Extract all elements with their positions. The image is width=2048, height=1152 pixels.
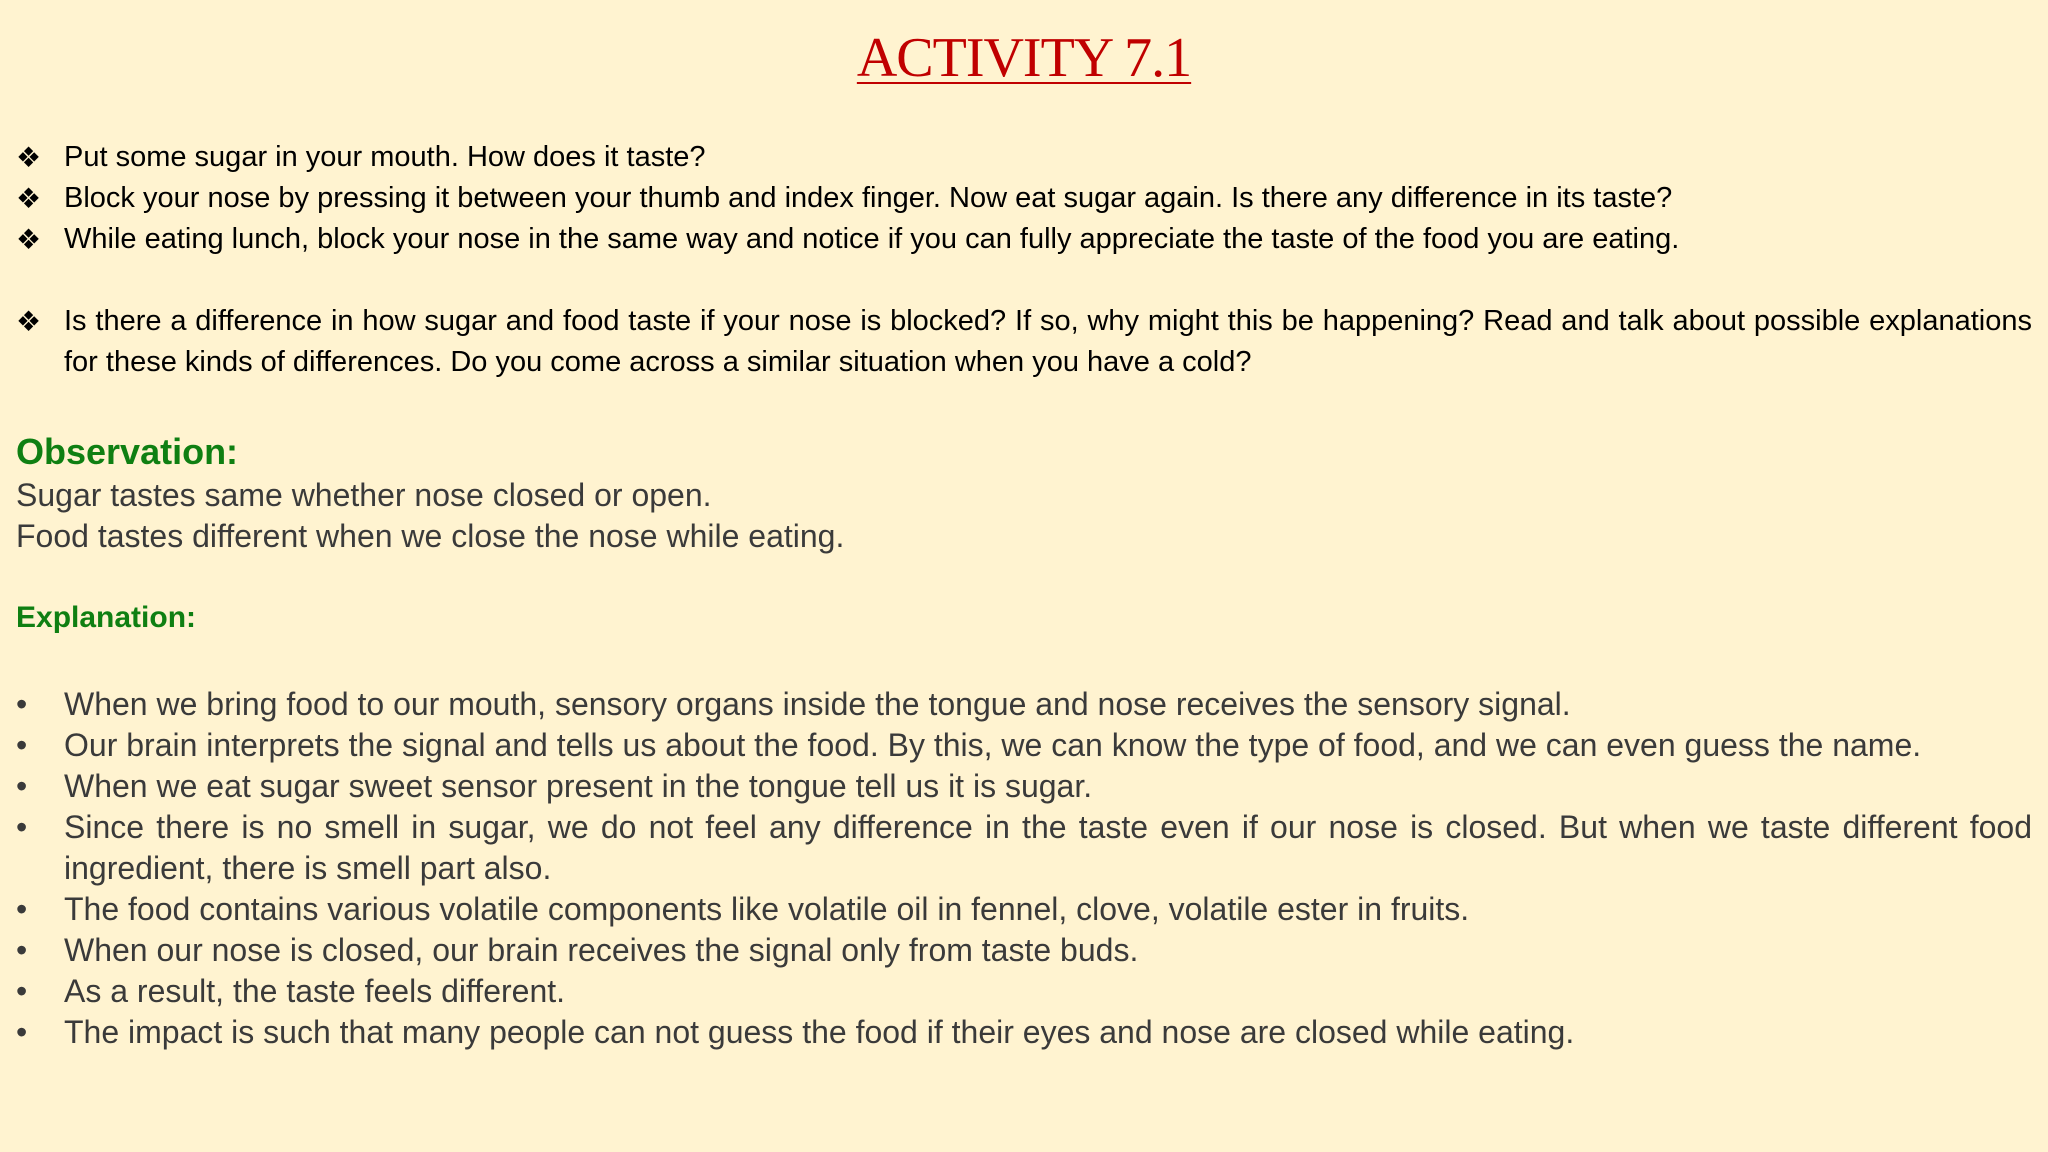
explanation-list — [16, 684, 2032, 1053]
activity-item — [16, 178, 2032, 219]
bullet-dot-icon: • — [16, 973, 28, 1009]
bullet-dot-icon: • — [16, 727, 28, 763]
diamond-bullet-icon: ❖ — [16, 142, 42, 173]
activity-item — [16, 137, 2032, 178]
slide-title: ACTIVITY 7.1 — [856, 27, 1192, 89]
bullet-dot-icon: • — [16, 768, 28, 804]
bullet-dot-icon: • — [16, 686, 28, 722]
explanation-item — [16, 930, 2032, 971]
explanation-item-text: Since there is no smell in sugar, we do not feel any difference in the taste even if our nose is closed. But when we taste different food ingredient, there is smell part also. — [64, 809, 2032, 886]
activity-item — [16, 301, 2032, 383]
activity-list — [16, 137, 2032, 383]
explanation-item — [16, 889, 2032, 930]
bullet-dot-icon: • — [16, 891, 28, 927]
bullet-dot-icon: • — [16, 1014, 28, 1050]
bullet-dot-icon: • — [16, 809, 28, 845]
diamond-bullet-icon: ❖ — [16, 183, 42, 214]
activity-item-text: While eating lunch, block your nose in the same way and notice if you can fully appreciate the taste of the food you are eating. — [64, 223, 1680, 255]
explanation-item-text: When our nose is closed, our brain receives the signal only from taste buds. — [64, 932, 1139, 968]
activity-item-text: Put some sugar in your mouth. How does it taste? — [64, 141, 706, 173]
activity-item — [16, 219, 2032, 260]
explanation-item — [16, 725, 2032, 766]
explanation-item — [16, 1012, 2032, 1053]
explanation-item-text: The impact is such that many people can not guess the food if their eyes and nose are closed while eating. — [64, 1014, 1575, 1050]
explanation-item — [16, 971, 2032, 1012]
observation-line: Food tastes different when we close the nose while eating. — [16, 518, 845, 554]
activity-item-text: Is there a difference in how sugar and food taste if your nose is blocked? If so, why might this be happening? Read and talk about possible explanations for these kinds of differences. Do you come across a similar situation when you have a cold? — [64, 305, 2032, 378]
explanation-item-text: When we eat sugar sweet sensor present in the tongue tell us it is sugar. — [64, 768, 1093, 804]
explanation-item — [16, 766, 2032, 807]
explanation-item-text: The food contains various volatile components like volatile oil in fennel, clove, volatile ester in fruits. — [64, 891, 1470, 927]
observation-line: Sugar tastes same whether nose closed or open. — [16, 477, 712, 513]
activity-item-text: Block your nose by pressing it between your thumb and index finger. Now eat sugar again. Is there any difference in its taste? — [64, 182, 1673, 214]
explanation-item — [16, 684, 2032, 725]
explanation-item-text: When we bring food to our mouth, sensory organs inside the tongue and nose receives the sensory signal. — [64, 686, 1571, 722]
observation-heading: Observation: — [16, 431, 239, 472]
explanation-heading: Explanation: — [16, 601, 197, 634]
explanation-item — [16, 807, 2032, 889]
bullet-dot-icon: • — [16, 932, 28, 968]
diamond-bullet-icon: ❖ — [16, 306, 42, 337]
explanation-item-text: Our brain interprets the signal and tells us about the food. By this, we can know the type of food, and we can even guess the name. — [64, 727, 1922, 763]
diamond-bullet-icon: ❖ — [16, 224, 42, 255]
explanation-item-text: As a result, the taste feels different. — [64, 973, 566, 1009]
